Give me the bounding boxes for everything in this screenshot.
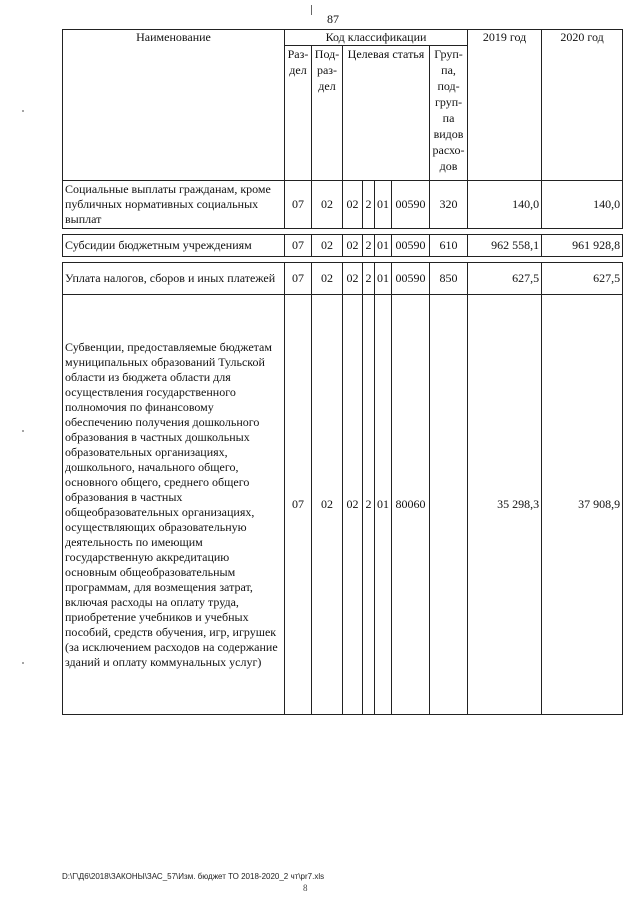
row-value-2020: 37 908,9 xyxy=(542,295,623,715)
row-target-1: 02 xyxy=(343,235,363,257)
header-target: Целевая статья xyxy=(343,46,430,181)
table-row xyxy=(63,181,623,229)
row-subsection: 02 xyxy=(312,235,343,257)
bottom-page-mark: 8 xyxy=(303,883,308,893)
footer-file-path: D:\Г\Д6\2018\ЗАКОНЫ\ЗАС_57\Изм. бюджет ТО 2018-2020_2 чт\pr7.xls xyxy=(62,872,325,881)
row-subsection: 02 xyxy=(312,295,343,715)
row-target-4: 00590 xyxy=(392,263,430,295)
header-section: Раз- дел xyxy=(285,46,312,181)
row-target-3: 01 xyxy=(375,235,392,257)
header-code: Код классификации xyxy=(285,30,468,46)
row-subsection: 02 xyxy=(312,181,343,229)
row-section: 07 xyxy=(285,181,312,229)
row-value-2020: 961 928,8 xyxy=(542,235,623,257)
page-number: 87 xyxy=(327,12,339,26)
row-target-3: 01 xyxy=(375,181,392,229)
table-row xyxy=(63,295,623,715)
row-target-3: 01 xyxy=(375,295,392,715)
row-group: 320 xyxy=(430,181,468,229)
budget-table xyxy=(62,29,623,715)
row-value-2019: 962 558,1 xyxy=(468,235,542,257)
header-year-2019: 2019 год xyxy=(468,30,542,181)
row-group: 610 xyxy=(430,235,468,257)
row-target-2: 2 xyxy=(363,295,375,715)
row-value-2019: 140,0 xyxy=(468,181,542,229)
scan-mark xyxy=(311,5,312,15)
row-target-1: 02 xyxy=(343,181,363,229)
table-row xyxy=(63,235,623,257)
table-row xyxy=(63,263,623,295)
header-name: Наименование xyxy=(63,30,285,181)
row-target-2: 2 xyxy=(363,181,375,229)
row-section: 07 xyxy=(285,235,312,257)
row-value-2020: 627,5 xyxy=(542,263,623,295)
row-section: 07 xyxy=(285,295,312,715)
row-section: 07 xyxy=(285,263,312,295)
header-subsection: Под- раз- дел xyxy=(312,46,343,181)
row-name: Уплата налогов, сборов и иных платежей xyxy=(63,263,285,295)
row-target-4: 00590 xyxy=(392,181,430,229)
scan-speck xyxy=(22,662,24,664)
row-group xyxy=(430,295,468,715)
row-target-3: 01 xyxy=(375,263,392,295)
row-target-2: 2 xyxy=(363,263,375,295)
scan-speck xyxy=(22,430,24,432)
row-target-4: 80060 xyxy=(392,295,430,715)
row-name: Субсидии бюджетным учреждениям xyxy=(63,235,285,257)
row-target-1: 02 xyxy=(343,295,363,715)
row-name: Социальные выплаты гражданам, кроме публичных нормативных социальных выплат xyxy=(63,181,285,229)
row-target-1: 02 xyxy=(343,263,363,295)
scan-speck xyxy=(22,110,24,112)
row-group: 850 xyxy=(430,263,468,295)
row-target-2: 2 xyxy=(363,235,375,257)
header-year-2020: 2020 год xyxy=(542,30,623,181)
header-group: Груп- па, под- груп- па видов расхо- дов xyxy=(430,46,468,181)
row-value-2020: 140,0 xyxy=(542,181,623,229)
row-name: Субвенции, предоставляемые бюджетам муниципальных образований Тульской области из бюджета области для осуществления государственного полномочия по финансовому обеспечению получения дошкольного образования в частных дошкольных образовательных организациях, дошкольного, начального общего, основного общего, среднего общего образования в частных общеобразовательных организациях, осуществляющих образовательную деятельность по имеющим государственную аккредитацию основным общеобразовательным программам, для возмещения затрат, включая расходы на оплату труда, приобретение учебников и учебных пособий, средств обучения, игр, игрушек (за исключением расходов на содержание зданий и оплату коммунальных услуг) xyxy=(63,295,285,715)
row-value-2019: 35 298,3 xyxy=(468,295,542,715)
row-value-2019: 627,5 xyxy=(468,263,542,295)
row-target-4: 00590 xyxy=(392,235,430,257)
row-subsection: 02 xyxy=(312,263,343,295)
